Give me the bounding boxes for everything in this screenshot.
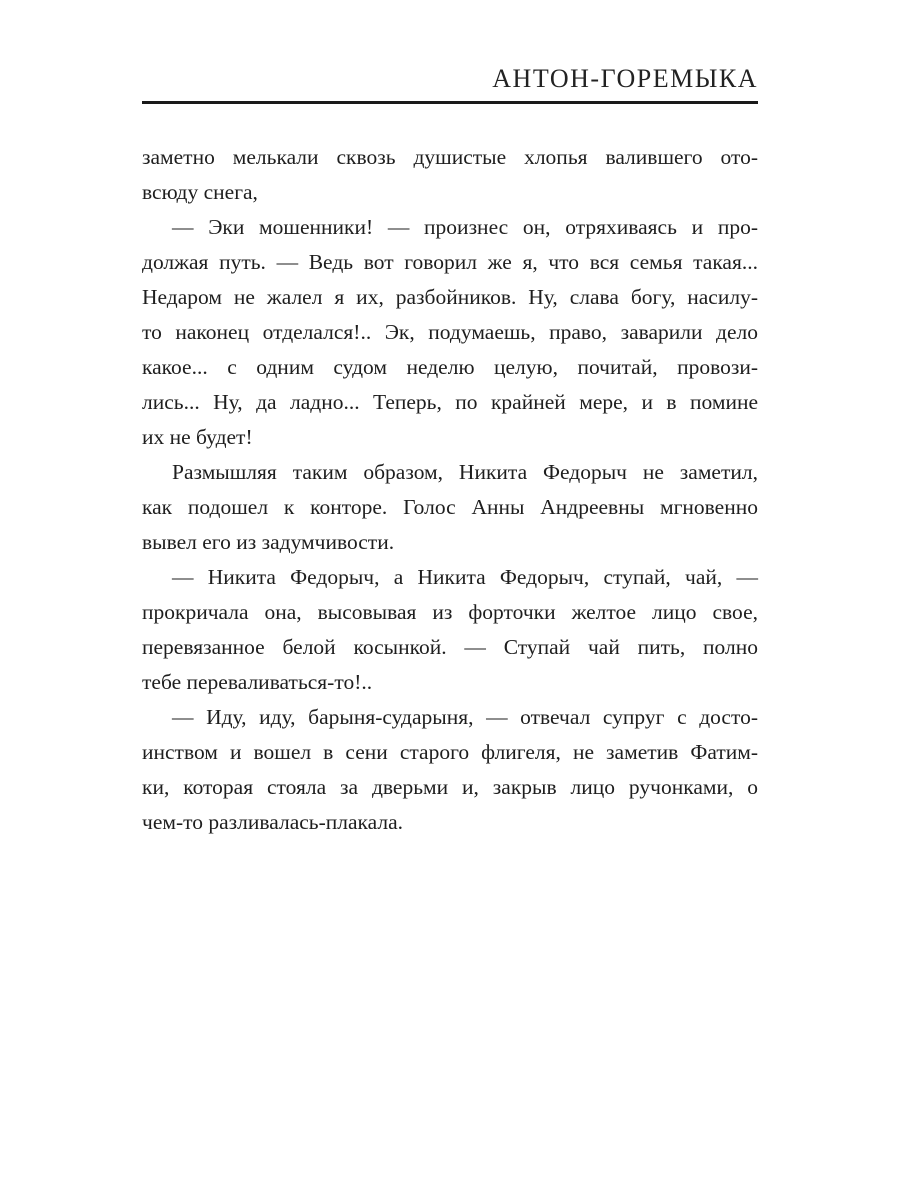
text-line: ки, которая стояла за дверьми и, закрыв лицо ручонками, о [142,775,758,799]
text-line: инством и вошел в сени старого флигеля, не заметив Фатим- [142,740,758,764]
text-line: вывел его из задумчивости. [142,530,395,554]
text-line: лись... Ну, да ладно... Теперь, по крайней мере, и в помине [142,390,758,414]
text-line: — Эки мошенники! — произнес он, отряхиваясь и про- [172,215,758,239]
text-line: их не будет! [142,425,253,449]
text-line: прокричала она, высовывая из форточки желтое лицо свое, [142,600,758,624]
text-line: тебе переваливаться-то!.. [142,670,373,694]
header-rule [142,101,758,104]
text-line: заметно мелькали сквозь душистые хлопья валившего ото- [142,145,758,169]
text-line: Размышляя таким образом, Никита Федорыч не заметил, [172,460,758,484]
text-line: должая путь. — Ведь вот говорил же я, что вся семья такая... [142,250,758,274]
page-body [142,140,758,840]
text-line: какое... с одним судом неделю целую, почитай, провози- [142,355,758,379]
text-line: то наконец отделался!.. Эк, подумаешь, право, заварили дело [142,320,758,344]
running-head-title: АНТОН-ГОРЕМЫКА [492,64,758,93]
text-line: — Никита Федорыч, а Никита Федорыч, ступай, чай, — [172,565,758,589]
text-line: как подошел к конторе. Голос Анны Андреевны мгновенно [142,495,758,519]
text-line: перевязанное белой косынкой. — Ступай чай пить, полно [142,635,758,659]
text-line: чем-то разливалась-плакала. [142,810,404,834]
text-line: — Иду, иду, барыня-сударыня, — отвечал супруг с досто- [172,705,758,729]
text-line: Недаром не жалел я их, разбойников. Ну, слава богу, насилу- [142,285,758,309]
text-line: всюду снега, [142,180,258,204]
